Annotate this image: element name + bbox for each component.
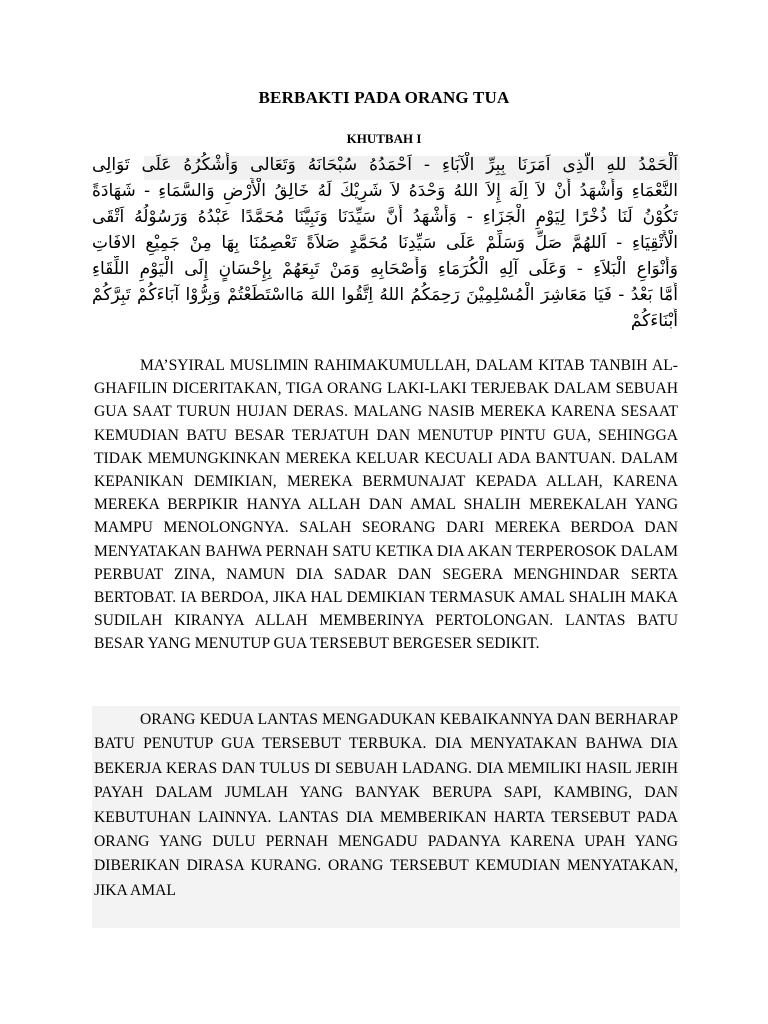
arabic-line: وَأَنْوَاعِ الْبَلاَءِ - وَعَلَى آلِهِ الْكُرَمَاءِ وَأَصْحَابِهِ وَمَنْ تَبِعَهُمْ بِإِحْسَانٍ إِلَى الْيَوْمِ اللِّقَاءِ — [92, 259, 678, 279]
arabic-line: أَبْنَاءَكُمْ — [630, 311, 678, 331]
document-subtitle: KHUTBAH I — [346, 131, 422, 146]
body-paragraph: MA’SYIRAL MUSLIMIN RAHIMAKUMULLAH, DALAM KITAB TANBIH AL-GHAFILIN DICERITAKAN, TIGA ORANG LAKI-LAKI TERJEBAK DALAM SEBUAH GUA SAAT TURUN HUJAN DERAS. MALANG NASIB MEREKA KARENA SESAAT KEMUDIAN BATU BESAR TERJATUH DAN MENUTUP PINTU GUA, SEHINGGA TIDAK MEMUNGKINKAN MEREKA KELUAR KECUALI ADA BANTUAN. DALAM KEPANIKAN DEMIKIAN, MEREKA BERMUNAJAT KEPADA ALLAH, KARENA MEREKA BERPIKIR HANYA ALLAH DAN AMAL SHALIH MEREKALAH YANG MAMPU MENOLONGNYA. SALAH SEORANG DARI MEREKA BERDOA DAN MENYATAKAN BAHWA PERNAH SATU KETIKA DIA AKAN TERPEROSOK DALAM PERBUAT ZINA, NAMUN DIA SADAR DAN SEGERA MENGHINDAR SERTA BERTOBAT. IA BERDOA, JIKA HAL DEMIKIAN TERMASUK AMAL SHALIH MAKA SUDILAH KIRANYA ALLAH MEMBERINYA PERTOLONGAN. LANTAS BATU BESAR YANG MENUTUP GUA TERSEBUT BERGESER SEDIKIT. — [94, 357, 678, 653]
arabic-line: الْأَتْقِيَاءِ - اَللهُمَّ صَلِّ وَسَلِّمْ عَلَى سَيِّدِنَا مُحَمَّدٍ صَلاَةً تَعْصِمُنَا بِهَا مِنْ جَمِيْعِ الافَاتِ — [92, 233, 678, 253]
document-title: BERBAKTI PADA ORANG TUA — [258, 88, 510, 107]
arabic-line: اَلْحَمْدُ للهِ الَّذِى اَمَرَنَا بِبِرِّ الْآبَاءِ - اَحْمَدُهُ سُبْحَانَهُ وَتَعَالى وَأَشْكُرُهُ عَلَى تَوَالِى — [92, 155, 678, 175]
arabic-line: تَكُوْنُ لَنَا ذُخْرًا لِيَوْمِ الْجَزَاءِ - وَأَشْهَدُ أَنَّ سَيِّدَنَا وَنَبِيَّنَا مُحَمَّدًا عَبْدُهُ وَرَسُوْلُهُ اَتْقَى — [92, 207, 678, 227]
body-paragraph: ORANG KEDUA LANTAS MENGADUKAN KEBAIKANNYA DAN BERHARAP BATU PENUTUP GUA TERSEBUT TERBUKA. DIA MENYATAKAN BAHWA DIA BEKERJA KERAS DAN TULUS DI SEBUAH LADANG. DIA MEMILIKI HASIL JERIH PAYAH DALAM JUMLAH YANG BANYAK BERUPA SAPI, KAMBING, DAN KEBUTUHAN LAINNYA. LANTAS DIA MEMBERIKAN HARTA TERSEBUT PADA ORANG YANG DULU PERNAH MENGADU PADANYA KARENA UPAH YANG DIBERIKAN DIRASA KURANG. ORANG TERSEBUT KEMUDIAN MENYATAKAN, JIKA AMAL — [94, 711, 678, 899]
arabic-opening-text — [92, 152, 678, 334]
arabic-line: النَّعْمَاءِ وَأَشْهَدُ أَنْ لاَ اِلَهَ إِلاَ اللهُ وَحْدَهُ لاَ شَرِيْكَ لَهُ خَالِقُ الْأَرْضِ وَالسَّمَاءِ - شَهَادَةً — [92, 181, 678, 201]
arabic-line: أَمَّا بَعْدُ - فَيَا مَعَاشِرَ الْمُسْلِمِيْنَ رَحِمَكُمُ اللهُ اِتَّقُوا اللهَ مَااسْتَطَعْتُمْ وَبِرُّوْا آبَاءَكُمْ تَبِرَّكُمْ — [92, 285, 678, 305]
